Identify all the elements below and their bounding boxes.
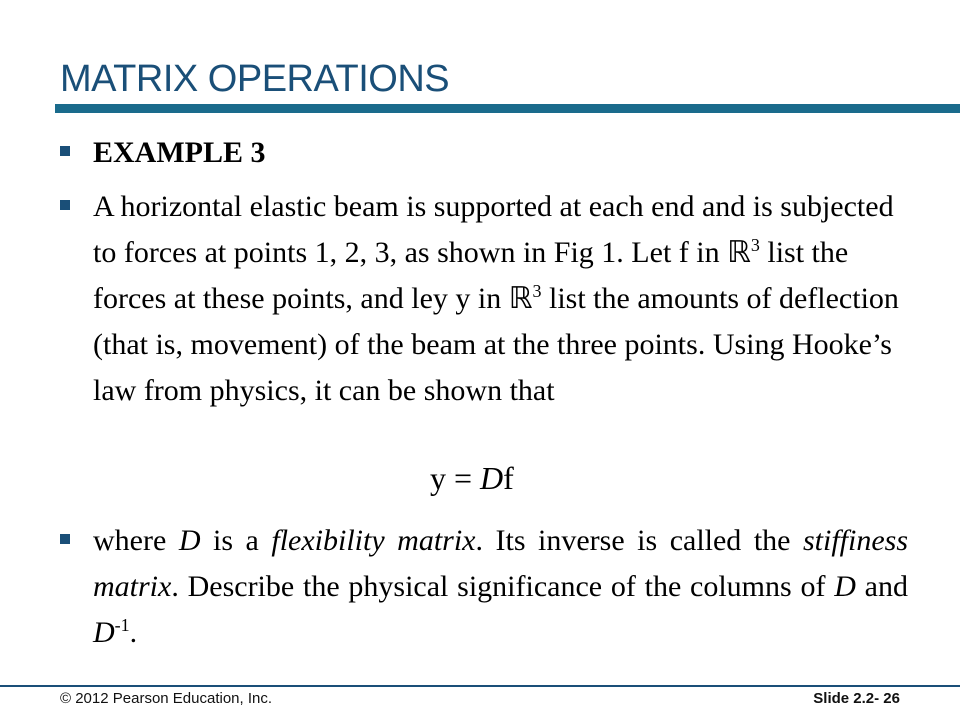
body-text: . Describe the physical significance of the columns of — [171, 570, 835, 603]
equation-matrix-d: D — [480, 460, 504, 496]
body-text: is a — [200, 524, 272, 557]
title-underline — [55, 104, 960, 113]
real-numbers-symbol: ℝ — [727, 236, 751, 269]
example-heading: EXAMPLE 3 — [93, 136, 266, 169]
equation-equals: = — [446, 460, 481, 496]
bullet-icon — [60, 200, 70, 210]
body-text: list the amounts of deflection (that is, movement) of the beam at the three points. Using Hooke’s law from physics, it can be shown that — [93, 282, 899, 407]
footer-rule — [0, 685, 960, 687]
bullet-icon — [60, 534, 70, 544]
equation — [430, 460, 514, 497]
copyright: © 2012 Pearson Education, Inc. — [60, 690, 273, 707]
body-text: . Its inverse is called the — [475, 524, 803, 557]
term-stiffness-matrix: stiffiness matrix — [93, 524, 908, 603]
exponent: 3 — [750, 235, 760, 255]
matrix-d: D — [834, 570, 856, 603]
body-text: list the forces at these points, and ley y in — [93, 236, 849, 315]
real-numbers-symbol: ℝ — [508, 282, 533, 315]
body-text: and — [855, 570, 908, 603]
slide-title: MATRIX OPERATIONS — [60, 58, 450, 100]
exponent: 3 — [532, 281, 542, 301]
body-text: where — [93, 524, 179, 557]
matrix-d: D — [178, 524, 201, 557]
term-flexibility-matrix: flexibility matrix — [271, 524, 476, 557]
matrix-d: D — [93, 616, 115, 649]
inverse-exponent: -1 — [114, 615, 130, 635]
body-text: A horizontal elastic beam is supported at each end and is subjected to forces at points 1, 2, 3, as shown in Fig 1. Let f in — [93, 190, 894, 269]
problem-statement — [93, 184, 908, 414]
equation-vector-f: f — [503, 460, 514, 496]
conclusion-text — [93, 518, 908, 656]
equation-lhs: y — [430, 460, 446, 496]
slide-number: Slide 2.2- 26 — [813, 690, 900, 707]
bullet-icon — [60, 146, 70, 156]
body-text: . — [129, 616, 138, 649]
